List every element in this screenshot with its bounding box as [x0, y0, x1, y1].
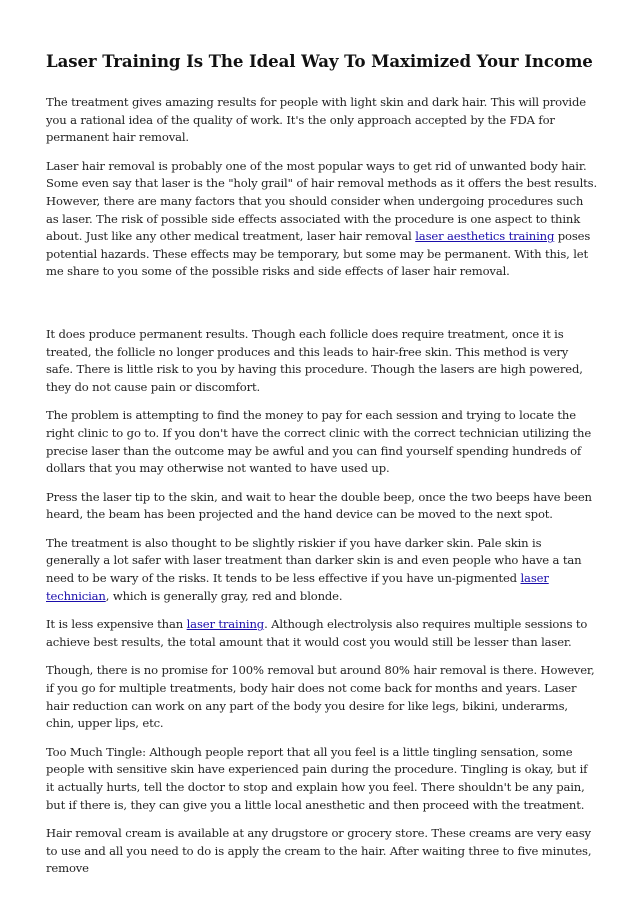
paragraph-text: It does produce permanent results. Though each follicle does require treatment, once it is treated, the follicle no longer produces and this leads to hair-free skin. This method is very safe. There is little risk to you by having this procedure. Though the lasers are high powered, they do not cause pain or discomfort.: [46, 326, 583, 394]
paragraph-text: . Although electrolysis also requires multiple sessions to achieve best results, the total amount that it would cost you would still be lesser than laser.: [46, 617, 588, 649]
paragraph-9: [46, 744, 598, 814]
paragraph-text: poses potential hazards. These effects may be temporary, but some may be permanent. With this, let me share to you some of the possible risks and side effects of laser hair removal.: [46, 229, 591, 279]
paragraph-4: [46, 407, 598, 477]
paragraph-8: [46, 662, 598, 732]
document-title: Laser Training Is The Ideal Way To Maximized Your Income: [46, 51, 593, 71]
paragraph-text: The treatment is also thought to be slightly riskier if you have darker skin. Pale skin is generally a lot safer with laser treatment than darker skin is and even people who have a tan need to be wary of the risks. It tends to be less effective if you have un-pigmented: [46, 535, 582, 586]
paragraph-6: [46, 535, 598, 605]
paragraph-text: The problem is attempting to find the money to pay for each session and trying to locate the right clinic to go to. If you don't have the correct clinic with the correct technician utilizing the precise laser than the outcome may be awful and you can find yourself spending hundreds of dollars that you may otherwise not wanted to have used up.: [46, 408, 592, 476]
paragraph-10: [46, 825, 598, 878]
paragraph-text: Hair removal cream is available at any drugstore or grocery store. These creams are very easy to use and all you need to do is apply the cream to the hair. After waiting three to five minutes, remove: [46, 826, 592, 876]
link-laser-training[interactable]: laser training: [186, 617, 265, 632]
paragraph-text: Laser hair removal is probably one of the most popular ways to get rid of unwanted body hair. Some even say that laser is the "holy grail" of hair removal methods as it offers the best results. However, there are many factors that you should consider when undergoing procedures such as laser. The risk of possible side effects associated with the procedure is one aspect to think about. Just like any other medical treatment, laser hair removal: [46, 158, 598, 244]
document-page: [46, 50, 598, 889]
link-laser-aesthetics-training[interactable]: laser aesthetics training: [415, 229, 555, 244]
paragraph-text: The treatment gives amazing results for people with light skin and dark hair. This will provide you a rational idea of the quality of work. It's the only approach accepted by the FDA for permanent hair removal.: [46, 95, 586, 145]
paragraph-text: , which is generally gray, red and blonde.: [105, 588, 343, 603]
paragraph-2: [46, 158, 598, 281]
paragraph-text: Too Much Tingle: Although people report that all you feel is a little tingling sensation, some people with sensitive skin have experienced pain during the procedure. Tingling is okay, but if it actually hurts, tell the doctor to stop and explain how you feel. There shouldn't be any pain, but if there is, they can give you a little local anesthetic and then proceed with the treatment.: [46, 744, 588, 812]
paragraph-1: [46, 94, 598, 147]
paragraph-7: [46, 616, 598, 651]
paragraph-text: Press the laser tip to the skin, and wait to hear the double beep, once the two beeps have been heard, the beam has been projected and the hand device can be moved to the next spot.: [46, 489, 592, 522]
paragraph-text: Though, there is no promise for 100% removal but around 80% hair removal is there. However, if you go for multiple treatments, body hair does not come back for months and years. Laser hair reduction can work on any part of the body you desire for like legs, bikini, underarms, chin, upper lips, etc.: [46, 663, 595, 731]
paragraph-3: [46, 326, 598, 396]
paragraph-text: It is less expensive than: [46, 617, 187, 632]
link-laser-technician[interactable]: laser technician: [46, 571, 549, 603]
paragraph-5: [46, 489, 598, 524]
